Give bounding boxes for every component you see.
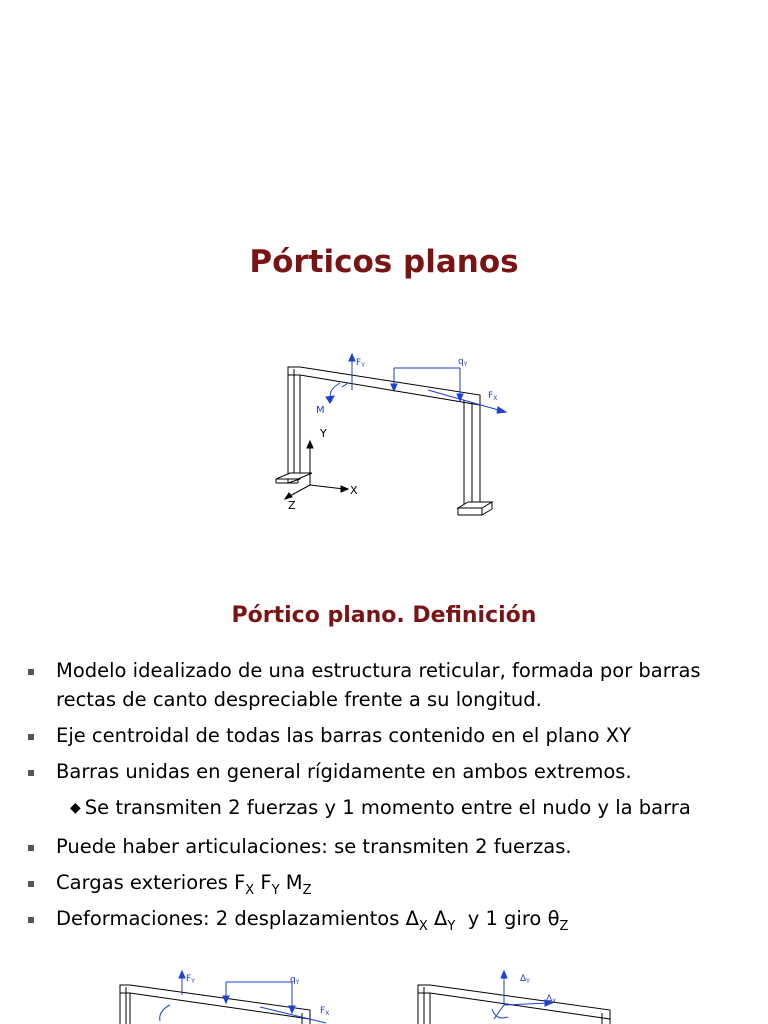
- definition-list: [28, 656, 758, 933]
- diamond-bullet-icon: ◆: [70, 800, 81, 816]
- list-item: Eje centroidal de todas las barras contenido en el plano XY: [28, 721, 758, 750]
- moment-label: M: [316, 405, 325, 416]
- fx-label: $F_X$: [488, 391, 498, 402]
- base-plate-left: [276, 473, 312, 479]
- bottom-fx-label: $F_X$: [320, 1006, 330, 1017]
- list-item: Barras unidas en general rígidamente en ambos extremos.: [28, 757, 758, 786]
- bottom-fy-label: $F_Y$: [186, 974, 195, 985]
- fy-label: $F_Y$: [356, 358, 365, 369]
- bottom-dy-label: $\Delta_Y$: [520, 974, 530, 985]
- page-title: Pórticos planos: [249, 244, 519, 280]
- bottom-qy-label: $q_Y$: [290, 975, 300, 986]
- axis-label-y: Y: [320, 427, 327, 440]
- beam: [288, 367, 480, 405]
- list-item: Modelo idealizado de una estructura reticular, formada por barras rectas de canto despreciable frente a su longitud.: [28, 656, 758, 714]
- base-plate-right: [458, 502, 492, 508]
- axis-label-z: Z: [288, 499, 296, 512]
- list-item: Cargas exteriores $F_X$ $F_Y$ $M_Z$: [28, 868, 758, 897]
- sub-list-item: ◆ Se transmiten 2 fuerzas y 1 momento entre el nudo y la barra: [70, 796, 691, 819]
- list-item: Deformaciones: 2 desplazamientos $\Delta_X$ $\Delta_Y$ y 1 giro $\theta_Z$: [28, 904, 758, 933]
- portico-diagram: [260, 345, 520, 525]
- qy-label: $q_Y$: [458, 357, 468, 368]
- bottom-dx-label: $\Delta_X$: [546, 994, 557, 1005]
- list-item: Puede haber articulaciones: se transmiten 2 fuerzas.: [28, 832, 758, 861]
- bottom-diagrams: [100, 965, 620, 1024]
- section-title: Pórtico plano. Definición: [231, 603, 537, 628]
- axis-label-x: X: [350, 484, 358, 497]
